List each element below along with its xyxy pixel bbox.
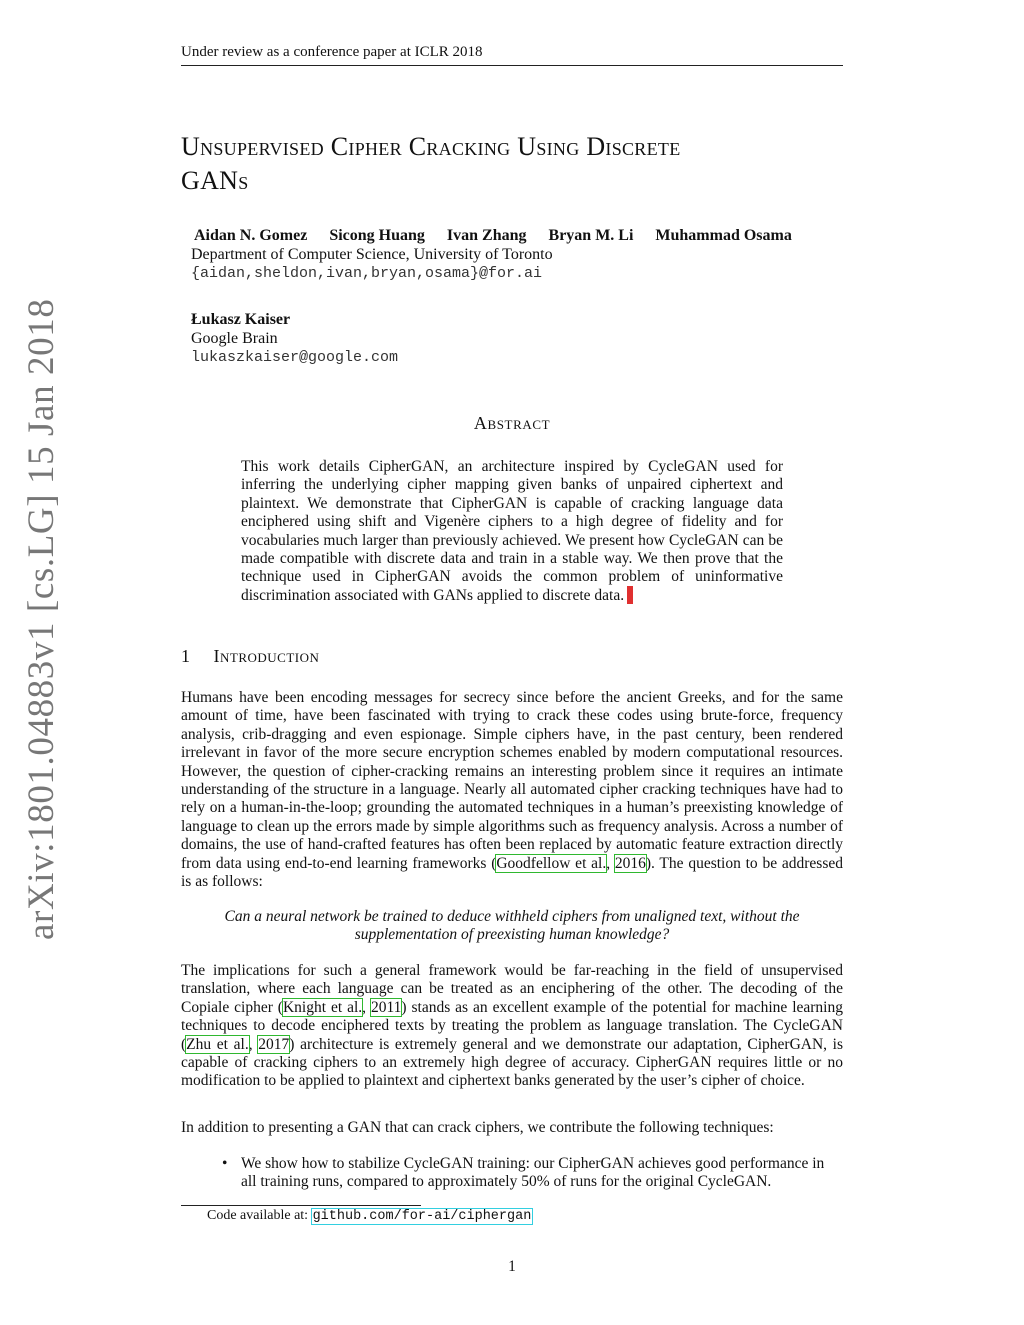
para-text: ) architecture is extremely general and we demonstrate our adaptation, CipherGAN, is capable of cracking ciphers to an extremely high degree of accuracy. CipherGAN requires little or no modification to be applied to plaintext and ciphertext banks generated by the user’s cipher of choice. [181, 1035, 844, 1090]
author-list [194, 227, 810, 245]
code-link[interactable]: github.com/for-ai/ciphergan [312, 1209, 532, 1224]
author2-email: lukaszkaiser@google.com [191, 349, 399, 366]
para-text: ) stands as an excellent example of the potential for machine learning techniques to decode enciphered texts by treating the problem as language translation. The CycleGAN ( [181, 998, 843, 1053]
bullet-icon: • [222, 1155, 228, 1172]
author-name: Aidan N. Gomez [194, 227, 308, 244]
author-emails: {aidan,sheldon,ivan,bryan,osama}@for.ai [191, 265, 543, 282]
annotation-marker [628, 587, 632, 603]
author-name: Bryan M. Li [548, 227, 634, 244]
abstract-body [241, 458, 783, 605]
section-number: 1 [181, 646, 191, 666]
citation-link[interactable]: Zhu et al. [186, 1035, 249, 1053]
footnote-divider [181, 1205, 421, 1206]
citation-year-link[interactable]: 2017 [258, 1035, 290, 1053]
author2-org: Google Brain [191, 330, 278, 347]
para-text: ). The question to be addressed is as follows: [181, 854, 843, 891]
author2-name: Łukasz Kaiser [191, 311, 291, 328]
footnote [207, 1208, 532, 1224]
intro-paragraph-3: In addition to presenting a GAN that can crack ciphers, we contribute the following techniques: [181, 1119, 774, 1136]
footnote-label: Code available at: [207, 1208, 309, 1223]
citation-year-link[interactable]: 2011 [370, 998, 402, 1016]
page-number: 1 [508, 1258, 516, 1275]
arxiv-id[interactable]: arXiv:1801.04883v1 [cs.LG] 15 Jan 2018 [21, 298, 62, 940]
author-name: Ivan Zhang [446, 227, 527, 244]
section-heading [181, 646, 319, 667]
affiliation: Department of Computer Science, University of Toronto [191, 246, 553, 263]
author-name: Muhammad Osama [655, 227, 792, 244]
para-text: Humans have been encoding messages for secrecy since before the ancient Greeks, and for the same amount of time, have been fascinated with trying to crack these codes using brute-force, frequency analysis, crib-dragging and even espionage. Simple ciphers have, in the past century, been rendered irrelevant in favor of the more secure encryption schemes enabled by modern computational resources. However, the question of cipher-cracking remains an interesting problem since it requires an intimate understanding of the structure in a language. Nearly all automated cipher cracking techniques have had to rely on a human-in-the-loop; grounding the automated techniques in a human’s preexisting knowledge of language to clean up the errors made by simple algorithms such as frequency analysis. Across a number of domains, the use of hand-crafted features has often been replaced by automatic feature extraction directly from data using end-to-end learning frameworks ( [181, 689, 843, 872]
title-line-1: Unsupervised Cipher Cracking Using Discrete [181, 132, 681, 161]
research-question: Can a neural network be trained to deduce withheld ciphers from unaligned text, without the supplementation of preexisting human knowledge? [224, 908, 800, 944]
abstract-heading: Abstract [473, 413, 551, 433]
running-header: Under review as a conference paper at ICLR 2018 [181, 44, 843, 66]
bullet-text: We show how to stabilize CycleGAN training: our CipherGAN achieves good performance in all training runs, compared to approximately 50% of runs for the original CycleGAN. [241, 1155, 825, 1191]
para-text: The implications for such a general framework would be far-reaching in the field of unsupervised translation, where each language can be treated as an enciphering of the other. The decoding of the Copiale cipher ( [181, 962, 843, 1016]
section-title: Introduction [213, 646, 320, 666]
title-line-2: GANs [181, 166, 249, 195]
author-name: Sicong Huang [329, 227, 425, 244]
paper-title [181, 130, 851, 198]
contribution-bullet [222, 1155, 843, 1192]
citation-year-link[interactable]: 2016 [614, 854, 646, 872]
intro-paragraph-1: Humans have been encoding messages for secrecy since before the ancient Greeks, and for the same amount of time, have been fascinated with trying to crack these codes using brute-force, frequency analysis, crib-dragging and even espionage. Simple ciphers have, in the past century, been rendered irrelevant in favor of the more secure encryption schemes enabled by modern computational resources. However, the question of cipher-cracking remains an interesting problem since it requires an intimate understanding of the structure in a language. Nearly all automated cipher cracking techniques have had to rely on a human-in-the-loop; grounding the automated techniques in a human’s preexisting knowledge of language to clean up the errors made by simple algorithms such as frequency analysis. Across a number of domains, the use of hand-crafted features has often been replaced by automatic feature extraction directly from data using end-to-end learning frameworks (Goodfellow et al., 2016). The question to be addressed is as follows: [181, 689, 843, 891]
intro-paragraph-2: The implications for such a general framework would be far-reaching in the field of unsupervised translation, where each language can be treated as an enciphering of the other. The decoding of the Copiale cipher (Knight et al., 2011) stands as an excellent example of the potential for machine learning techniques to decode enciphered texts by treating the problem as language translation. The CycleGAN (Zhu et al., 2017) architecture is extremely general and we demonstrate our adaptation, CipherGAN, is capable of cracking ciphers to an extremely high degree of accuracy. CipherGAN requires little or no modification to be applied to plaintext and ciphertext banks generated by the user’s cipher of choice. [181, 962, 844, 1090]
citation-link[interactable]: Goodfellow et al. [496, 854, 607, 872]
citation-link[interactable]: Knight et al. [282, 998, 363, 1016]
abstract-text: This work details CipherGAN, an architecture inspired by CycleGAN used for inferring the underlying cipher mapping given banks of unpaired ciphertext and plaintext. We demonstrate that CipherGAN is capable of cracking language data enciphered using shift and Vigenère ciphers to a high degree of fidelity and for vocabularies much larger than previously achieved. We present how CycleGAN can be made compatible with discrete data and train in a stable way. We then prove that the technique used in CipherGAN avoids the common problem of uninformative discrimination associated with GANs applied to discrete data. [241, 458, 783, 604]
